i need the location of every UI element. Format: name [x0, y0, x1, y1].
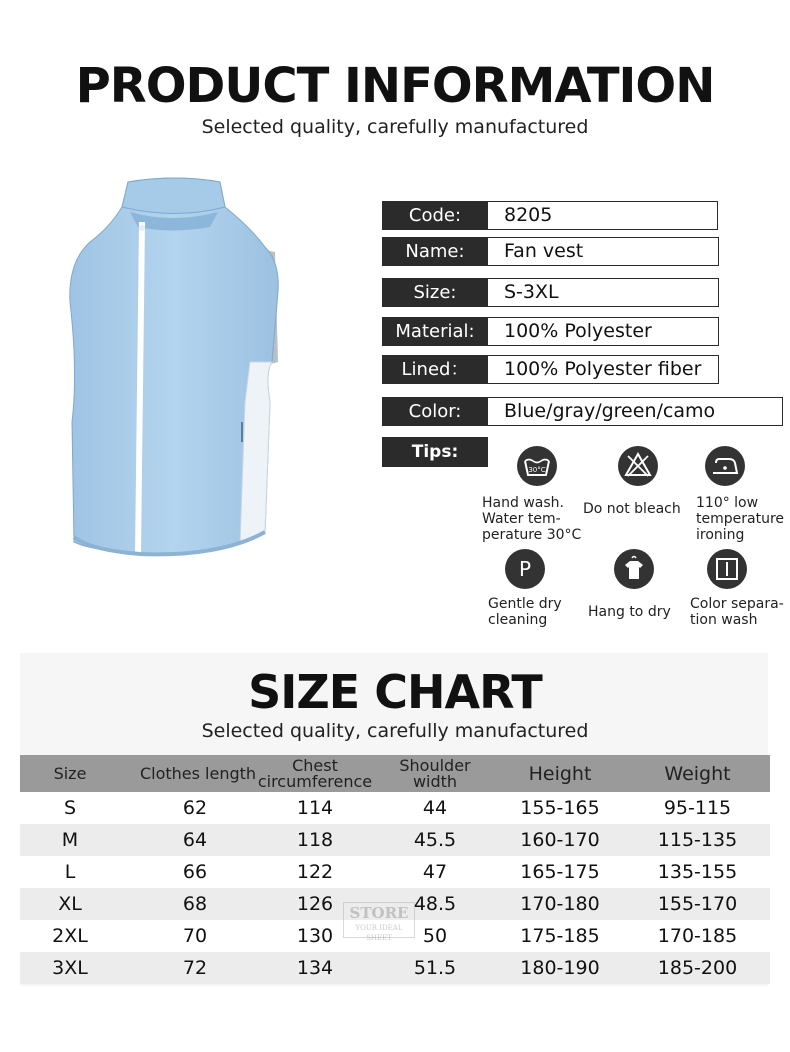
cell-height: 175-185	[520, 925, 600, 947]
spec-label: Lined：	[382, 355, 488, 384]
cell-chest: 118	[296, 829, 334, 851]
gentle-dry-clean-icon	[504, 548, 546, 590]
care-hand-wash	[482, 445, 592, 543]
care-text: Color separa- tion wash	[690, 596, 784, 628]
header-chest: Chest circumference	[257, 755, 373, 791]
product-title: PRODUCT INFORMATION	[75, 58, 715, 114]
cell-length: 70	[182, 925, 208, 947]
spec-value: S-3XL	[488, 278, 719, 307]
care-badge: 30°C	[528, 466, 546, 474]
cell-size: 2XL	[52, 925, 88, 947]
cell-weight: 95-115	[663, 797, 732, 819]
spec-label: Code:	[382, 201, 488, 230]
cell-size: M	[61, 829, 79, 851]
care-badge: P	[518, 557, 532, 581]
store-watermark: STORE YOUR IDEAL SHEET	[343, 902, 415, 938]
cell-weight: 170-185	[657, 925, 738, 947]
header-height: Height	[528, 762, 592, 785]
header-clothes-length: Clothes length	[139, 763, 257, 783]
cell-height: 180-190	[520, 957, 600, 979]
spec-value: 100% Polyester	[488, 317, 719, 346]
spec-value: Fan vest	[488, 237, 719, 266]
do-not-bleach-icon	[617, 445, 659, 487]
table-row	[20, 856, 770, 888]
spec-value: Blue/gray/green/camo	[488, 397, 783, 426]
care-text: Gentle dry cleaning	[488, 596, 562, 628]
cell-weight: 185-200	[657, 957, 738, 979]
care-text: Hand wash. Water tem- perature 30°C	[482, 495, 582, 543]
cell-chest: 122	[296, 861, 334, 883]
header-weight: Weight	[664, 762, 731, 785]
header-size: Size	[53, 763, 87, 783]
care-text: Do not bleach	[583, 501, 681, 517]
care-no-bleach	[583, 445, 693, 517]
cell-chest: 134	[296, 957, 334, 979]
low-iron-icon	[704, 445, 746, 487]
cell-shoulder: 47	[422, 861, 448, 883]
cell-weight: 135-155	[657, 861, 738, 883]
cell-height: 170-180	[520, 893, 600, 915]
cell-chest: 114	[296, 797, 334, 819]
cell-chest: 130	[296, 925, 334, 947]
cell-shoulder: 48.5	[413, 893, 457, 915]
cell-length: 66	[182, 861, 208, 883]
cell-size: 3XL	[52, 957, 88, 979]
table-header	[20, 755, 770, 792]
cell-size: XL	[58, 893, 82, 915]
spec-label: Size:	[382, 278, 488, 307]
cell-chest: 126	[296, 893, 334, 915]
care-dry-clean	[488, 548, 588, 628]
cell-weight: 155-170	[657, 893, 738, 915]
table-row	[20, 792, 770, 824]
cell-shoulder: 50	[422, 925, 448, 947]
cell-shoulder: 44	[422, 797, 448, 819]
cell-shoulder: 45.5	[413, 829, 457, 851]
cell-height: 155-165	[520, 797, 600, 819]
header-shoulder-width: Shoulder width	[399, 755, 471, 791]
spec-label: Name:	[382, 237, 488, 266]
spec-value: 8205	[488, 201, 718, 230]
hang-dry-icon	[613, 548, 655, 590]
hand-wash-icon	[516, 445, 558, 487]
spec-label: Material:	[382, 317, 488, 346]
spec-label: Color:	[382, 397, 488, 426]
care-text: Hang to dry	[588, 604, 671, 620]
size-table	[20, 755, 770, 984]
cell-weight: 115-135	[657, 829, 738, 851]
table-row	[20, 824, 770, 856]
product-subtitle: Selected quality, carefully manufactured	[201, 116, 589, 138]
cell-size: L	[64, 861, 76, 883]
size-chart-title: SIZE CHART	[248, 665, 542, 719]
separate-wash-icon	[706, 548, 748, 590]
cell-shoulder: 51.5	[413, 957, 457, 979]
care-hang-dry	[583, 548, 683, 620]
cell-height: 165-175	[520, 861, 600, 883]
spec-value: 100% Polyester fiber	[488, 355, 719, 384]
vest-image	[60, 172, 290, 567]
cell-height: 160-170	[520, 829, 600, 851]
size-chart-subtitle: Selected quality, carefully manufactured	[201, 720, 589, 742]
tips-label: Tips:	[382, 437, 488, 467]
table-row	[20, 952, 770, 984]
cell-length: 62	[182, 797, 208, 819]
cell-length: 68	[182, 893, 208, 915]
care-text: 110° low temperature ironing	[696, 495, 784, 543]
care-low-iron	[696, 445, 788, 543]
cell-size: S	[63, 797, 77, 819]
care-separate-wash	[690, 548, 790, 628]
cell-length: 72	[182, 957, 208, 979]
cell-length: 64	[182, 829, 208, 851]
